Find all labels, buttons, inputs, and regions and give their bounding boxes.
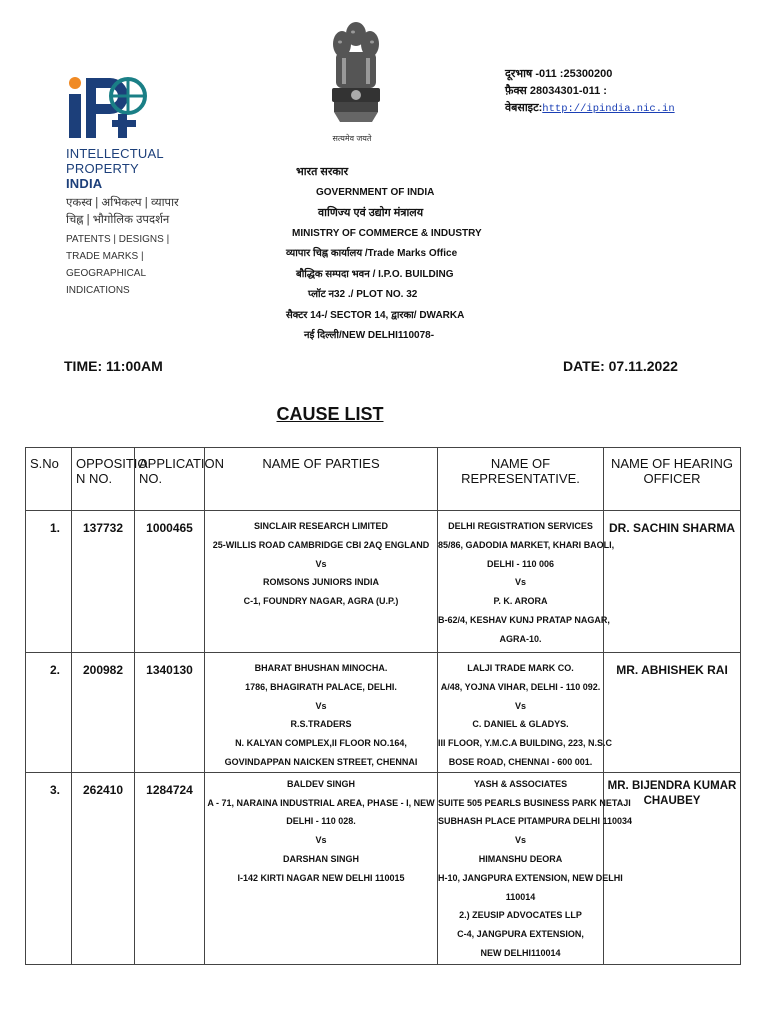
row-parties: BALDEV SINGH A - 71, NARAINA INDUSTRIAL AREA, PHASE - I, NEW DELHI - 110 028. Vs DARSHAN SINGH I-142 KIRTI NAGAR NEW DELHI 110015 [205, 772, 438, 964]
address-line: वाणिज्य एवं उद्योग मंत्रालय [318, 207, 424, 219]
website-label: वेबसाइट: [505, 102, 543, 114]
logo-sub-line: PATENTS | DESIGNS | [66, 234, 170, 245]
row-representatives: YASH & ASSOCIATES SUITE 505 PEARLS BUSINESS PARK NETAJI SUBHASH PLACE PITAMPURA DELHI 110034 Vs HIMANSHU DEORA H-10, JANGPURA EXTENSION, NEW DELHI 110014 2.) ZEUSIP ADVOCATES LLP C-4, JANGPURA EXTENSION, NEW DELHI110014 [438, 772, 604, 964]
row-opposition-no: 137732 [72, 511, 135, 653]
row-hearing-officer: MR. BIJENDRA KUMAR CHAUBEY [604, 772, 741, 964]
ashoka-emblem-icon [328, 18, 384, 126]
row-representatives: LALJI TRADE MARK CO. A/48, YOJNA VIHAR, DELHI - 110 092. Vs C. DANIEL & GLADYS. III FLOOR, Y.M.C.A BUILDING, 223, N.S.C BOSE ROAD, CHENNAI - 600 001. [438, 653, 604, 773]
row-opposition-no: 262410 [72, 772, 135, 964]
row-parties: BHARAT BHUSHAN MINOCHA. 1786, BHAGIRATH PALACE, DELHI. Vs R.S.TRADERS N. KALYAN COMPLEX,II FLOOR NO.164, GOVINDAPPAN NAICKEN STREET, CHENNAI [205, 653, 438, 773]
fax-number: फ़ैक्स 28034301-011 : [505, 85, 607, 97]
row-application-no: 1000465 [135, 511, 205, 653]
table-row [26, 653, 741, 773]
page-title: CAUSE LIST [276, 404, 384, 424]
table-row [26, 772, 741, 964]
table-row [26, 511, 741, 653]
row-sno: 1. [26, 511, 72, 653]
address-line: सैक्टर 14-/ SECTOR 14, द्वारका/ DWARKA [286, 309, 465, 321]
row-representatives: DELHI REGISTRATION SERVICES 85/86, GADODIA MARKET, KHARI BAOLI, DELHI - 110 006 Vs P. K. ARORA B-62/4, KESHAV KUNJ PRATAP NAGAR, AGRA-10. [438, 511, 604, 653]
logo-hindi-line2: चिह्न | भौगोलिक उपदर्शन [66, 214, 170, 226]
ip-india-logo-mark-icon [66, 74, 148, 140]
logo-hindi-line1: एकस्व | अभिकल्प | व्यापार [66, 197, 179, 209]
header-sno: S.No [26, 448, 72, 511]
logo-hindi-text [66, 195, 179, 229]
hearing-time: TIME: 11:00AM [64, 358, 163, 374]
header-parties: NAME OF PARTIES [205, 448, 438, 511]
cause-list-table [25, 447, 741, 965]
row-opposition-no: 200982 [72, 653, 135, 773]
address-line: नई दिल्ली/NEW DELHI110078- [304, 330, 435, 341]
logo-sub-line: GEOGRAPHICAL [66, 268, 147, 279]
office-address [280, 162, 480, 347]
hearing-date: DATE: 07.11.2022 [563, 358, 678, 374]
row-parties: SINCLAIR RESEARCH LIMITED 25-WILLIS ROAD CAMBRIDGE CBI 2AQ ENGLAND Vs ROMSONS JUNIORS INDIA C-1, FOUNDRY NAGAR, AGRA (U.P.) [205, 511, 438, 653]
address-line: भारत सरकार [296, 166, 349, 178]
contact-block [505, 66, 675, 118]
header-application-no: APPLICATION NO. [135, 448, 205, 511]
logo-sub-line: INDICATIONS [66, 285, 130, 296]
address-line: प्लॉट न32 ./ PLOT NO. 32 [308, 289, 418, 300]
phone-number: दूरभाष -011 :25300200 [505, 68, 613, 80]
row-hearing-officer: DR. SACHIN SHARMA [604, 511, 741, 653]
row-sno: 2. [26, 653, 72, 773]
header-hearing-officer: NAME OF HEARING OFFICER [604, 448, 741, 511]
address-line: GOVERNMENT OF INDIA [316, 186, 435, 198]
website-line [505, 100, 675, 118]
national-emblem [328, 18, 384, 144]
address-line: बौद्धिक सम्पदा भवन / I.P.O. BUILDING [296, 268, 454, 280]
table-header-row [26, 448, 741, 511]
ip-india-logo [66, 74, 179, 299]
row-application-no: 1340130 [135, 653, 205, 773]
logo-title [66, 146, 176, 191]
logo-sub-text [66, 231, 176, 299]
header-opposition-no: OPPOSITIO N NO. [72, 448, 135, 511]
row-hearing-officer: MR. ABHISHEK RAI [604, 653, 741, 773]
logo-title-india: INDIA [66, 176, 103, 191]
logo-title-property: PROPERTY [66, 161, 139, 176]
row-sno: 3. [26, 772, 72, 964]
emblem-motto: सत्यमेव जयते [332, 134, 372, 143]
address-line: व्यापार चिह्न कार्यालय /Trade Marks Office [286, 248, 458, 259]
logo-title-line1: INTELLECTUAL [66, 146, 164, 161]
row-application-no: 1284724 [135, 772, 205, 964]
header-representative: NAME OF REPRESENTATIVE. [438, 448, 604, 511]
address-line: MINISTRY OF COMMERCE & INDUSTRY [292, 227, 482, 239]
website-link[interactable]: http://ipindia.nic.in [542, 103, 675, 115]
logo-sub-line: TRADE MARKS | [66, 251, 144, 262]
